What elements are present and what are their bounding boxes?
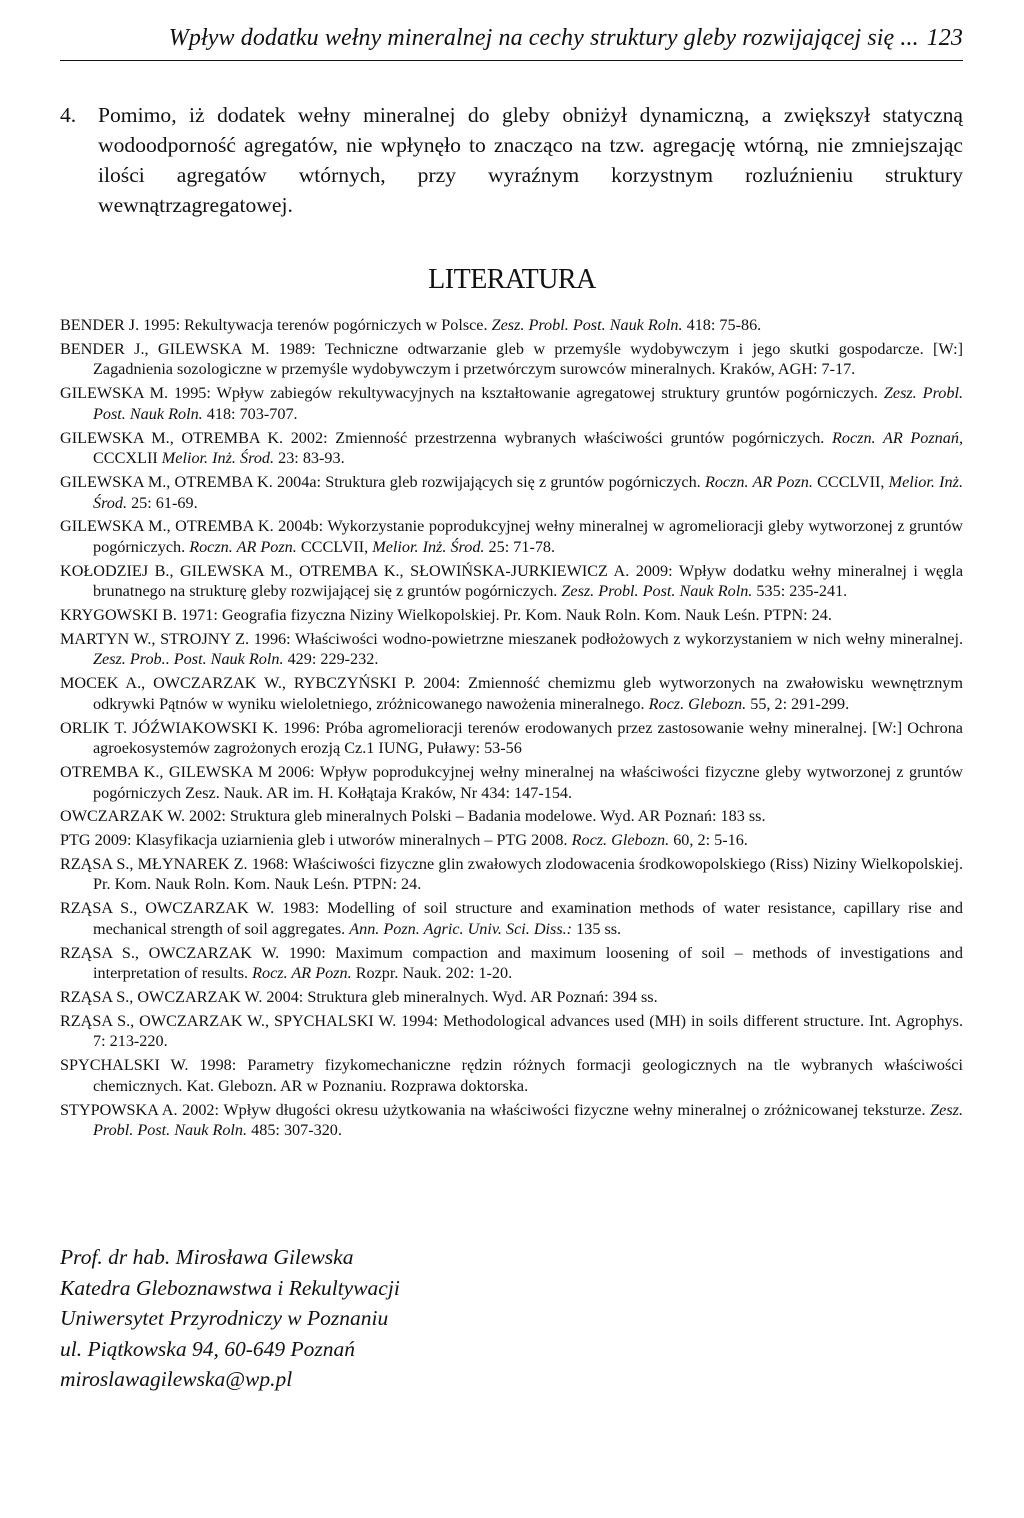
reference-text: MARTYN W., STROJNY Z. 1996: Właściwości wodno-powietrzne mieszanek podłożowych z wykorzystaniem w nich wełny mineralnej. [60,629,963,648]
reference-entry [60,472,963,513]
reference-entry [60,1011,963,1052]
reference-entry [60,428,963,469]
reference-text: 60, 2: 5-16. [669,831,748,850]
reference-text: OTREMBA K., GILEWSKA M 2006: Wpływ poprodukcyjnej wełny mineralnej na właściwości fizyczne gleby wytworzonej z gruntów pogórniczych Zesz. Nauk. AR im. H. Kołłątaja Kraków, Nr 434: 147-154. [60,762,963,802]
reference-text: CCCXLII [93,449,162,468]
author-university: Uniwersytet Przyrodniczy w Poznaniu [60,1306,389,1330]
reference-entry [60,629,963,670]
running-header [60,20,963,61]
reference-text: 25: 71-78. [484,537,556,556]
conclusion-item [60,100,963,220]
conclusion-number: 4. [60,103,77,127]
reference-source: Zesz. Probl. Post. Nauk Roln. [561,582,753,601]
author-name: Prof. dr hab. Mirosława Gilewska [60,1245,354,1269]
reference-entry [60,605,963,626]
author-street: ul. Piątkowska 94, 60-649 Poznań [60,1336,356,1361]
reference-source: Melior. Inż. Środ. [93,472,963,512]
reference-source: Zesz. Probl. Post. Nauk Roln. [491,316,683,334]
reference-text: 429: 229-232. [283,650,379,669]
reference-entry [60,1055,963,1096]
reference-text: RZĄSA S., OWCZARZAK W., SPYCHALSKI W. 1994: Methodological advances used (MH) in soils different structure. Int. Agrophys. 7: 213-220. [60,1011,963,1051]
reference-source: Zesz. Probl. Post. Nauk Roln. [93,1100,963,1140]
reference-entry [60,943,963,984]
reference-text: 535: 235-241. [752,582,848,601]
reference-text: 23: 83-93. [274,449,345,468]
reference-text: 25: 61-69. [127,493,198,512]
reference-entry [60,383,963,424]
reference-text: GILEWSKA M., OTREMBA K. 2004b: Wykorzystanie poprodukcyjnej wełny mineralnej w agromelioracji gleby wytworzonej z gruntów pogórniczych. [60,517,963,556]
reference-entry [60,898,963,939]
reference-source: Zesz. Prob.. Post. Nauk Roln. [93,650,284,669]
reference-entry [60,1100,963,1141]
author-email: miroslawagilewska@wp.pl [60,1367,293,1391]
reference-text: CCCLVII, [296,537,373,556]
reference-text: CCCLVII, [812,472,889,491]
page-number: 123 [926,25,963,51]
reference-text: GILEWSKA M. 1995: Wpływ zabiegów rekultywacyjnych na kształtowanie agregatowej struktury gruntów pogórniczych. [60,384,884,403]
reference-text: 418: 75-86. [682,316,762,334]
reference-text: Rozpr. Nauk. 202: 1-20. [351,964,513,983]
reference-text: RZĄSA S., OWCZARZAK W. 1983: Modelling of soil structure and examination methods of water resistance, capillary rise and mechanical strength of soil aggregates. [60,899,963,938]
reference-list [60,315,963,1144]
reference-source: Roczn. AR Pozn. [704,472,813,491]
reference-entry [60,339,963,380]
reference-source: Rocz. Glebozn. [571,831,670,850]
reference-text: GILEWSKA M., OTREMBA K. 2002: Zmienność przestrzenna wybranych właściwości gruntów pogórniczych. [60,428,832,447]
reference-text: KRYGOWSKI B. 1971: Geografia fizyczna Niziny Wielkopolskiej. Pr. Kom. Nauk Roln. Kom. Nauk Leśn. PTPN: 24. [60,606,832,625]
reference-source: Rocz. AR Pozn. [252,964,352,983]
reference-source: Ann. Pozn. Agric. Univ. Sci. Diss.: [349,919,573,938]
literature-heading: LITERATURA [428,264,596,295]
reference-text: BENDER J., GILEWSKA M. 1989: Techniczne odtwarzanie gleb w przemyśle wydobywczym i jego skutki gospodarcze. [W:] Zagadnienia sozologiczne w przemyśle wydobywczym i przetwórczym surowców mineralnych. Kraków, AGH: 7-17. [60,339,963,379]
reference-text: RZĄSA S., MŁYNAREK Z. 1968: Właściwości fizyczne glin zwałowych zlodowacenia środkowopolskiego (Riss) Niziny Wielkopolskiej. Pr. Kom. Nauk Roln. Kom. Nauk Leśn. PTPN: 24. [60,854,963,894]
reference-text: BENDER J. 1995: Rekultywacja terenów pogórniczych w Polsce. [60,316,492,334]
reference-entry [60,854,963,895]
reference-entry [60,516,963,557]
reference-source: Zesz. Probl. Post. Nauk Roln. [93,384,963,423]
reference-entry [60,718,963,759]
reference-entry [60,762,963,803]
running-header-title: Wpływ dodatku wełny mineralnej na cechy struktury gleby rozwijającej się ... [168,25,919,51]
reference-text: OWCZARZAK W. 2002: Struktura gleb mineralnych Polski – Badania modelowe. Wyd. AR Poznań: 183 ss. [60,807,766,826]
reference-text: 485: 307-320. [247,1121,342,1140]
reference-source: Roczn. AR Poznań, [831,428,963,447]
reference-source: Melior. Inż. Środ. [161,449,275,468]
reference-entry [60,315,963,336]
author-department: Katedra Gleboznawstwa i Rekultywacji [60,1275,400,1300]
reference-entry [60,830,963,851]
reference-text: 418: 703-707. [202,404,298,423]
conclusion-text: Pomimo, iż dodatek wełny mineralnej do gleby obniżył dynamiczną, a zwiększył statyczną wodoodporność agregatów, nie wpłynęło to znacząco na tzw. agregację wtórną, nie zmniejszając ilości agregatów wtórnych, przy wyraźnym korzystnym rozluźnieniu struktury wewnątrzagregatowej. [98,103,963,217]
reference-source: Melior. Inż. Środ. [372,537,485,556]
reference-text: STYPOWSKA A. 2002: Wpływ długości okresu użytkowania na właściwości fizyczne wełny mineralnej o zróżnicowanej teksturze. [60,1100,931,1119]
reference-text: ORLIK T. JÓŹWIAKOWSKI K. 1996: Próba agromelioracji terenów erodowanych przez zastosowanie wełny mineralnej. [W:] Ochrona agroekosystemów zagrożonych erozją Cz.1 IUNG, Puławy: 53-56 [60,718,963,758]
reference-entry [60,806,963,827]
reference-text: SPYCHALSKI W. 1998: Parametry fizykomechaniczne rędzin różnych formacji geologicznych na tle wybranych właściwości chemicznych. Kat. Glebozn. AR w Poznaniu. Rozprawa doktorska. [60,1056,963,1095]
reference-text: GILEWSKA M., OTREMBA K. 2004a: Struktura gleb rozwijających się z gruntów pogórniczych. [60,472,705,491]
author-address [60,1242,660,1395]
reference-source: Rocz. Glebozn. [648,694,747,713]
reference-text: PTG 2009: Klasyfikacja uziarnienia gleb i utworów mineralnych – PTG 2008. [60,831,572,850]
reference-entry [60,673,963,714]
reference-source: Roczn. AR Pozn. [189,537,297,556]
reference-entry [60,561,963,602]
reference-text: MOCEK A., OWCZARZAK W., RYBCZYŃSKI P. 2004: Zmienność chemizmu gleb wytworzonych na zwałowisku wewnętrznym odkrywki Pątnów w wyniku wieloletniego, zróżnicowanego nawożenia mineralnego. [60,674,963,713]
reference-text: 55, 2: 291-299. [746,694,850,713]
reference-text: KOŁODZIEJ B., GILEWSKA M., OTREMBA K., SŁOWIŃSKA-JURKIEWICZ A. 2009: Wpływ dodatku wełny mineralnej i węgla brunatnego na strukturę gleby rozwijającej się z gruntów pogórniczych. [60,561,963,601]
reference-text: 135 ss. [572,919,622,938]
reference-entry [60,987,963,1008]
reference-text: RZĄSA S., OWCZARZAK W. 2004: Struktura gleb mineralnych. Wyd. AR Poznań: 394 ss. [60,988,658,1006]
reference-text: RZĄSA S., OWCZARZAK W. 1990: Maximum compaction and maximum loosening of soil – methods of investigations and interpretation of results. [60,943,963,983]
